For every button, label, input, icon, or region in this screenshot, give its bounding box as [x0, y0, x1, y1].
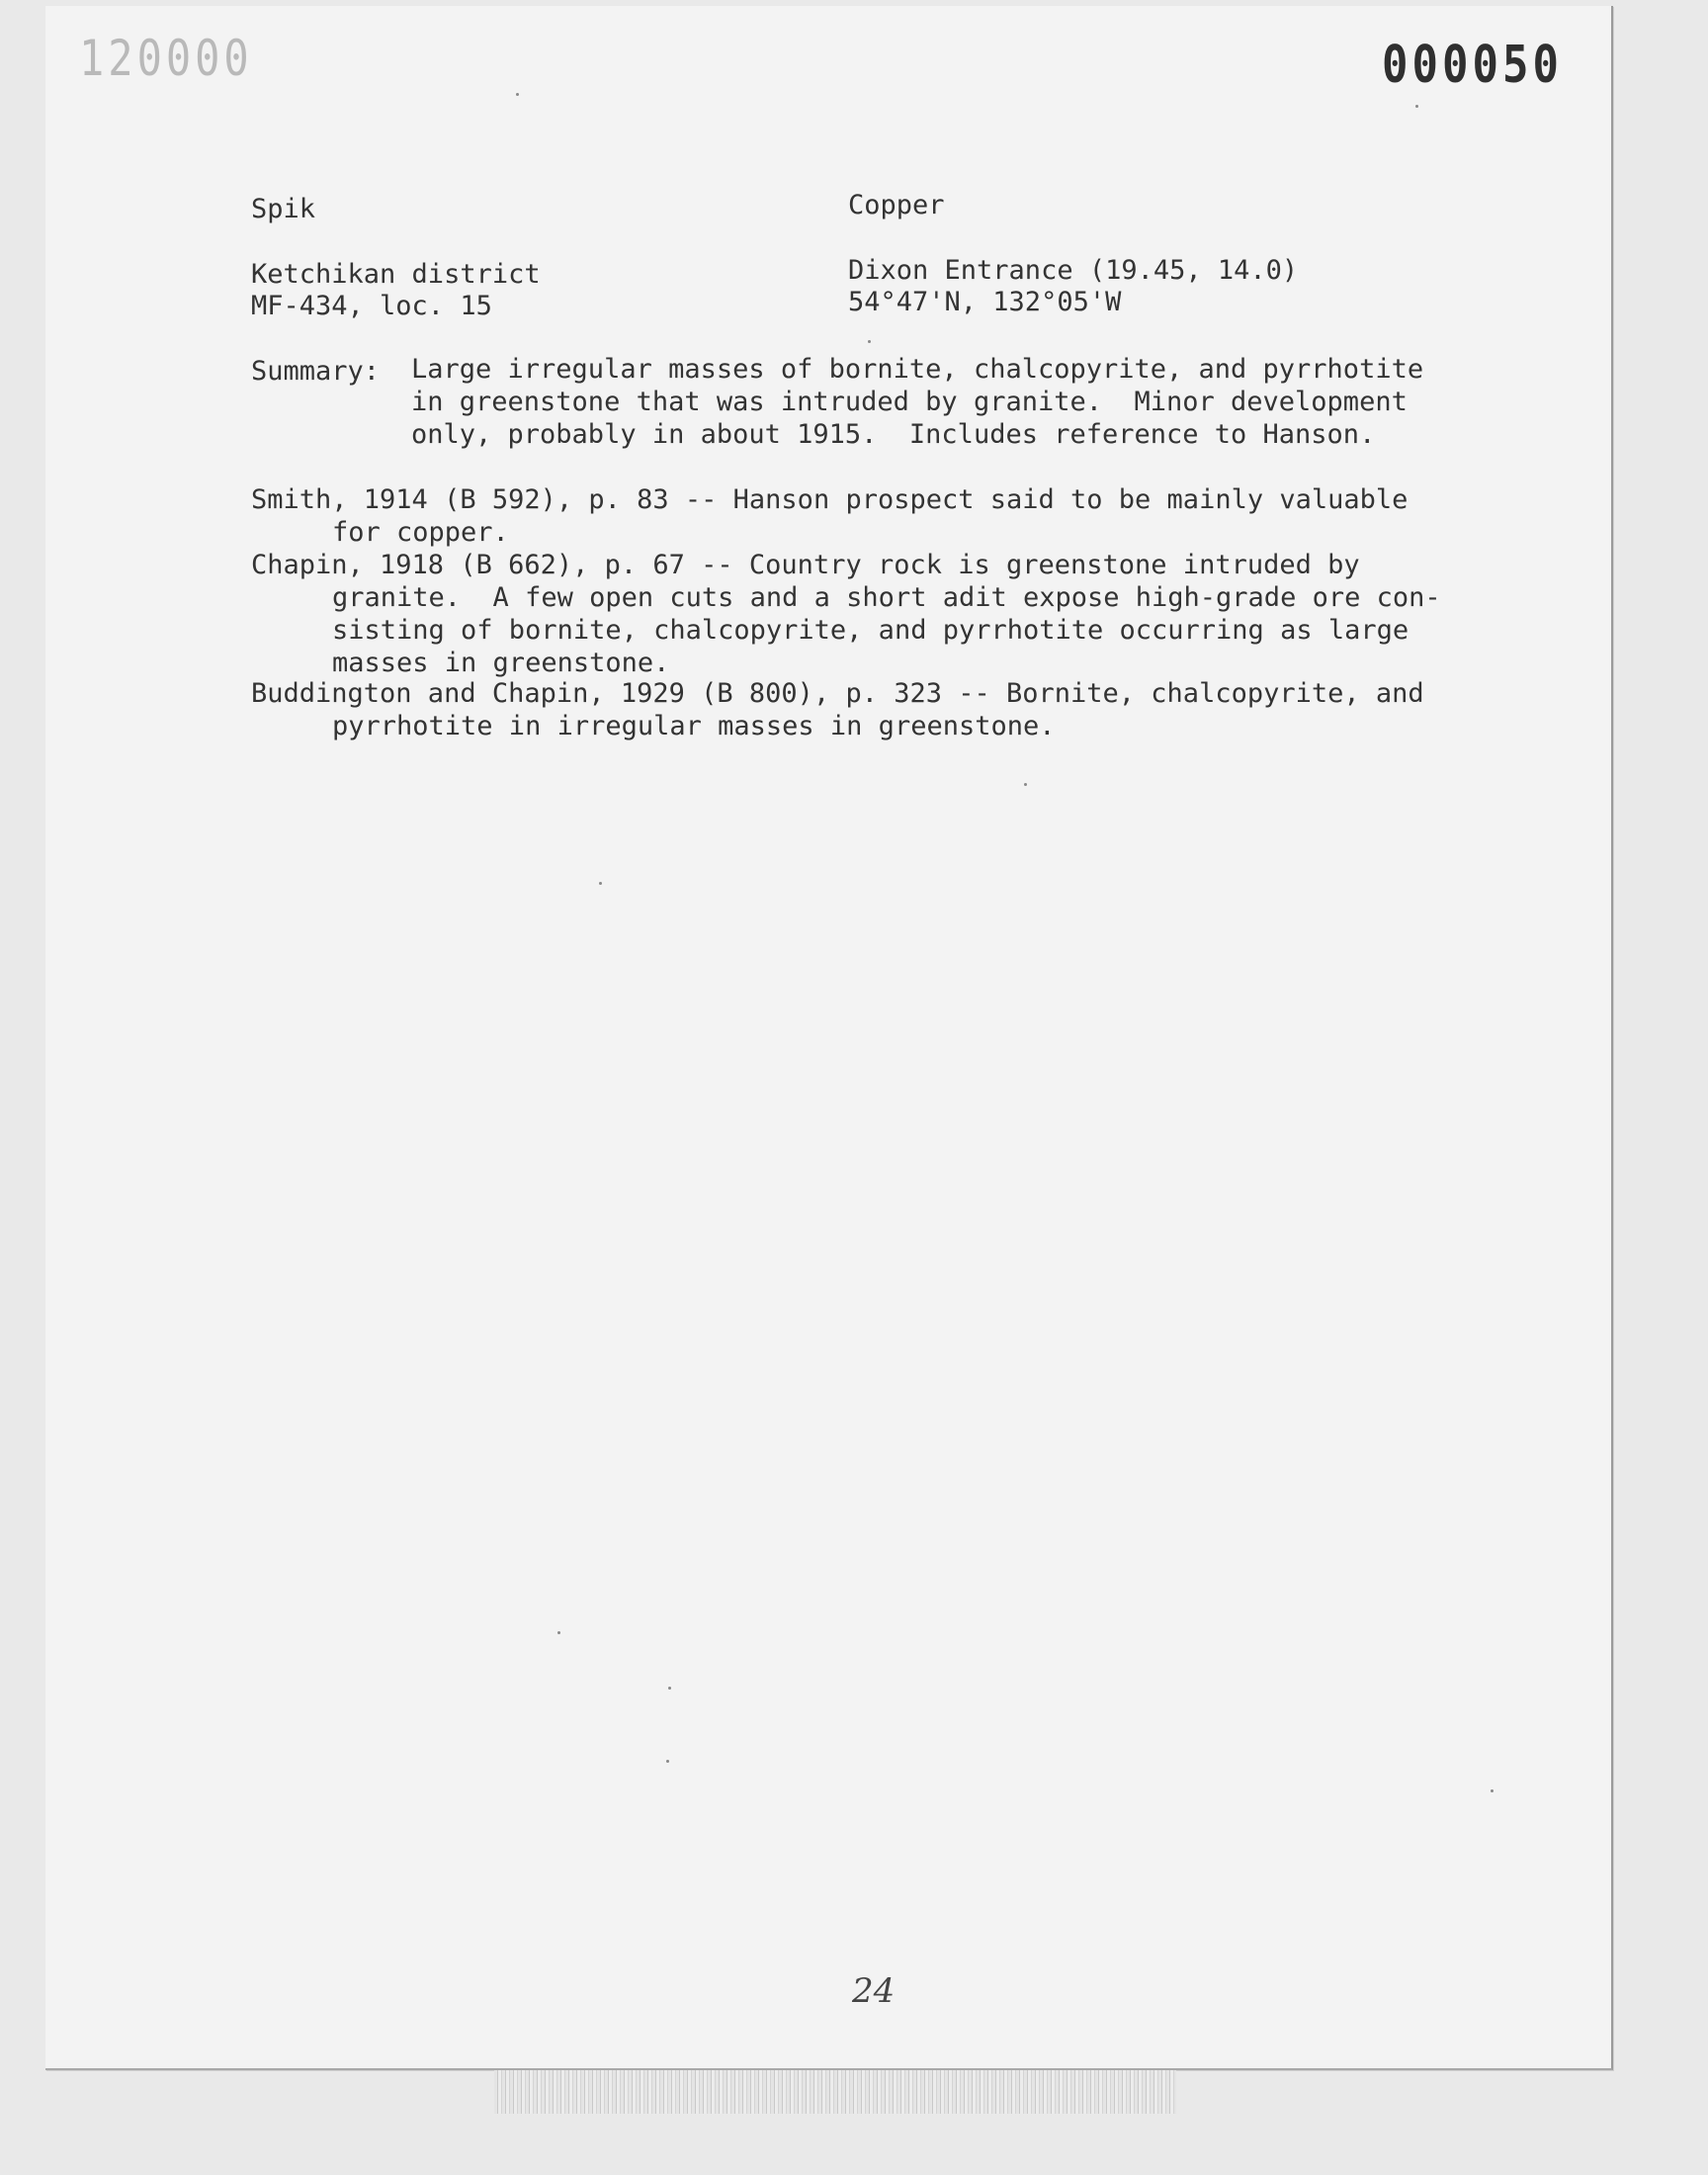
scan-speck [668, 1687, 671, 1690]
scan-speck [516, 93, 519, 96]
reference-line: Chapin, 1918 (B 662), p. 67 -- Country rock is greenstone intruded by [251, 550, 1360, 580]
scan-speck [557, 1631, 560, 1634]
scan-speck [599, 882, 602, 885]
commodity: Copper [848, 190, 945, 220]
faded-page-stamp: 120000 [79, 30, 253, 87]
scan-speck [868, 340, 871, 343]
coordinates: 54°47'N, 132°05'W [848, 287, 1122, 317]
summary-line: Large irregular masses of bornite, chalcopyrite, and pyrrhotite [411, 354, 1424, 385]
deposit-name: Spik [251, 194, 316, 224]
reference-line: sisting of bornite, chalcopyrite, and pyrrhotite occurring as large [332, 615, 1409, 646]
quadrangle: Dixon Entrance (19.45, 14.0) [848, 255, 1299, 286]
scanner-artifact-strip [494, 2070, 1176, 2114]
district: Ketchikan district [251, 259, 541, 290]
reference-line: masses in greenstone. [332, 648, 670, 678]
page-stamp-number: 000050 [1382, 36, 1563, 96]
map-reference: MF-434, loc. 15 [251, 291, 492, 321]
reference-line: Buddington and Chapin, 1929 (B 800), p. 323 -- Bornite, chalcopyrite, and [251, 678, 1424, 709]
summary-line: in greenstone that was intruded by granite. Minor development [411, 387, 1408, 417]
summary-label: Summary: [251, 356, 381, 387]
scan-speck [666, 1760, 669, 1763]
summary-line: only, probably in about 1915. Includes reference to Hanson. [411, 419, 1376, 450]
reference-line: pyrrhotite in irregular masses in greenstone. [332, 711, 1056, 741]
scan-speck [1491, 1789, 1494, 1792]
document-page [45, 6, 1613, 2070]
reference-line: granite. A few open cuts and a short adit expose high-grade ore con- [332, 582, 1441, 613]
reference-line: for copper. [332, 517, 509, 548]
scan-speck [1415, 105, 1418, 108]
handwritten-page-number: 24 [852, 1971, 896, 2011]
reference-line: Smith, 1914 (B 592), p. 83 -- Hanson prospect said to be mainly valuable [251, 484, 1409, 515]
scan-speck [1024, 783, 1027, 786]
